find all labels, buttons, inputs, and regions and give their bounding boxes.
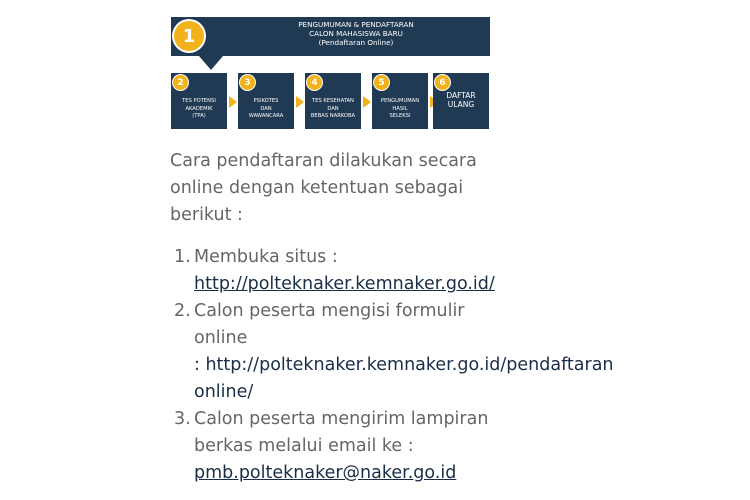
step-5-label: PENGUMUMAN HASIL SELEKSI xyxy=(380,98,420,120)
registration-flow-infographic xyxy=(171,17,493,131)
website-link[interactable]: http://polteknaker.kemnaker.go.id/ xyxy=(194,274,495,294)
step-3-label: PSIKOTES DAN WAWANCARA xyxy=(248,98,284,120)
step-4-label: TES KESEHATAN DAN BEBAS NARKOBA xyxy=(310,98,356,120)
arrow-right-icon xyxy=(296,96,304,108)
step-1-badge: 1 xyxy=(174,21,204,51)
step-1-pointer xyxy=(199,56,223,70)
step-5-badge: 5 xyxy=(374,75,389,90)
step-4-badge: 4 xyxy=(307,75,322,90)
arrow-right-icon xyxy=(363,96,371,108)
step-6-label: DAFTAR ULANG xyxy=(446,91,476,109)
list-number: 1. xyxy=(174,247,191,267)
article-content xyxy=(170,148,614,487)
list-number: 2. xyxy=(174,301,191,321)
step-1-title: PENGUMUMAN & PENDAFTARAN CALON MAHASISWA BARU (Pendaftaran Online) xyxy=(298,20,414,47)
step-6-box xyxy=(433,73,489,129)
step-2-box xyxy=(171,73,227,129)
registration-steps-list xyxy=(170,244,614,487)
step-3-badge: 3 xyxy=(240,75,255,90)
list-item: 2. Calon peserta mengisi formulir online : http://polteknaker.kemnaker.go.id/pendaftaran online/ xyxy=(170,298,610,406)
list-item: 1. Membuka situs : http://polteknaker.kemnaker.go.id/ xyxy=(170,244,610,298)
registration-url[interactable]: http://polteknaker.kemnaker.go.id/pendaftaran xyxy=(205,355,614,375)
arrow-right-icon xyxy=(229,96,237,108)
list-item: 3. Calon peserta mengirim lampiran berkas melalui email ke : pmb.polteknaker@naker.go.id xyxy=(170,406,610,487)
list-number: 3. xyxy=(174,409,191,429)
intro-paragraph: Cara pendaftaran dilakukan secara online dengan ketentuan sebagai berikut : xyxy=(170,151,477,225)
email-link[interactable]: pmb.polteknaker@naker.go.id xyxy=(194,463,457,483)
step-5-box xyxy=(372,73,428,129)
step-4-box xyxy=(305,73,361,129)
step-1-banner xyxy=(171,17,490,56)
step-2-label: TES POTENSI AKADEMIK (TPA) xyxy=(182,98,216,120)
step-6-badge: 6 xyxy=(435,75,450,90)
step-3-box xyxy=(238,73,294,129)
step-2-badge: 2 xyxy=(173,75,188,90)
